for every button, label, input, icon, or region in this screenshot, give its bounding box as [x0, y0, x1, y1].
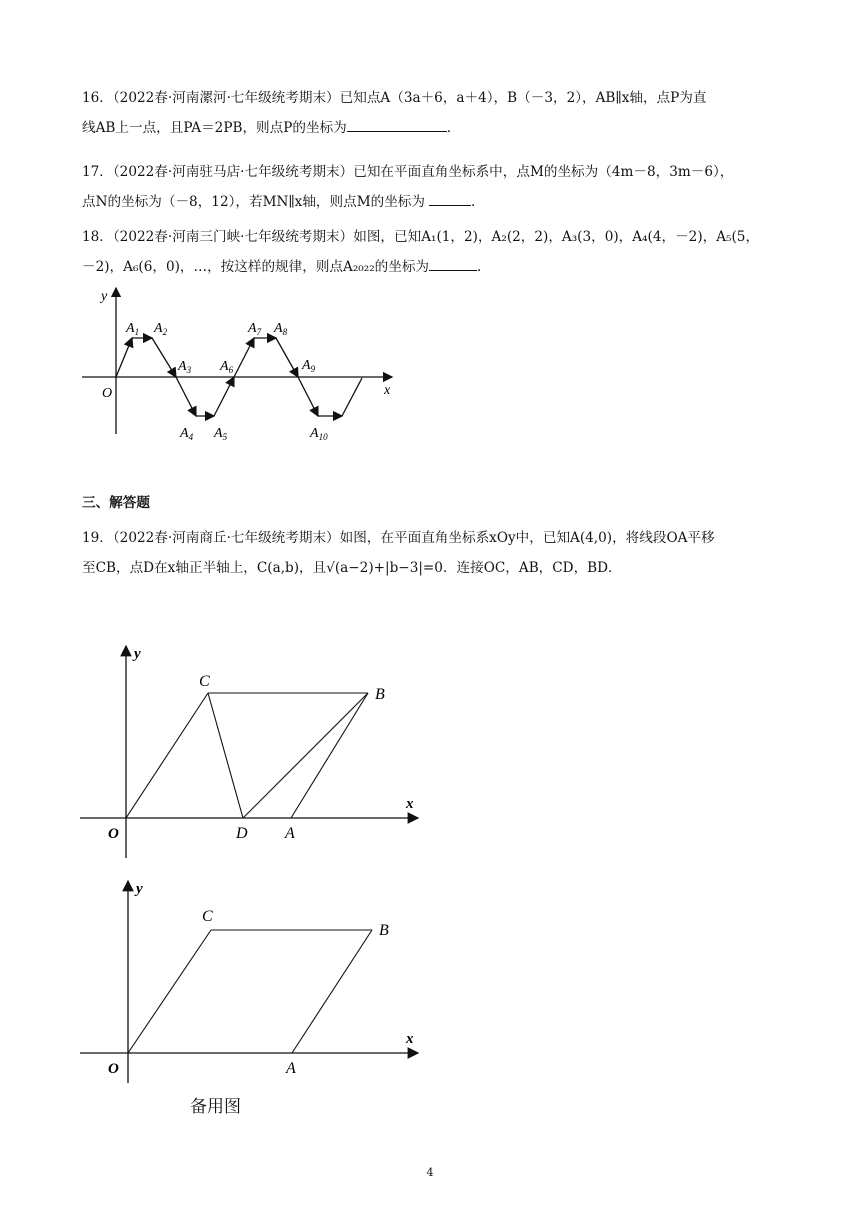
point-c-label: C: [202, 908, 213, 925]
answer-blank: [347, 117, 447, 132]
spare-figure-caption: 备用图: [190, 1097, 241, 1117]
y-axis-label: y: [101, 289, 108, 304]
q16-line2: 线AB上一点，且PA＝2PB，则点P的坐标为 .: [82, 113, 782, 143]
q17-line1: 17．（2022春·河南驻马店·七年级统考期末）已知在平面直角坐标系中，点M的坐标为（4m－8，3m－6），: [82, 164, 734, 180]
y-axis-label: y: [134, 646, 141, 662]
q19-line2: 至CB，点D在x轴正半轴上，C(a,b)，且√(a−2)+|b−3|=0．连接OC，AB，CD，BD．: [82, 560, 622, 576]
label-a6: $A_6$: [220, 359, 234, 375]
label-a4: $A_4$: [180, 426, 194, 442]
q18-line1: 18．（2022春·河南三门峡·七年级统考期末）如图，已知A₁(1，2)，A₂(2，2)，A₃(3，0)，A₄(4，－2)，A₅(5，: [82, 229, 760, 245]
label-a7: $A_7$: [248, 321, 262, 337]
y-axis-label: y: [136, 881, 143, 897]
label-a2: $A_2$: [154, 321, 168, 337]
point-a-label: A: [286, 1060, 296, 1077]
question-17: [82, 157, 782, 217]
question-19: [82, 523, 782, 583]
point-c-label: C: [199, 673, 210, 690]
answer-blank: [429, 191, 471, 206]
point-b-label: B: [375, 686, 385, 703]
label-a5: $A_5$: [214, 426, 228, 442]
point-d-label: D: [236, 825, 248, 842]
point-b-label: B: [379, 922, 389, 939]
origin-label: O: [102, 386, 113, 401]
point-a-label: A: [285, 825, 295, 842]
q19-line1: 19．（2022春·河南商丘·七年级统考期末）如图，在平面直角坐标系xOy中，已知A(4,0)，将线段OA平移: [82, 530, 715, 546]
q16-line1: 16．（2022春·河南漯河·七年级统考期末）已知点A（3a＋6，a＋4），B（－3，2），AB∥x轴，点P为直: [82, 90, 707, 106]
label-a3: $A_3$: [178, 359, 192, 375]
x-axis-label: x: [384, 383, 391, 398]
label-a9: $A_9$: [302, 358, 316, 374]
question-18: [82, 222, 782, 282]
section-heading: 三、解答题: [82, 495, 150, 511]
answer-blank: [429, 256, 477, 271]
q19-figure-spare: [78, 875, 428, 1085]
q18-line2: －2)，A₆(6，0)，…，按这样的规律，则点A₂₀₂₂的坐标为 .: [82, 252, 782, 282]
label-a8: $A_8$: [274, 321, 288, 337]
origin-label: O: [108, 826, 119, 842]
q17-line2: 点N的坐标为（－8，12），若MN∥x轴，则点M的坐标为 .: [82, 187, 782, 217]
x-axis-label: x: [406, 1031, 414, 1047]
label-a1: $A_1$: [126, 321, 140, 337]
label-a10: $A_{10}$: [310, 426, 328, 442]
origin-label: O: [108, 1061, 119, 1077]
x-axis-label: x: [406, 796, 414, 812]
question-16: [82, 83, 782, 143]
q18-zigzag-figure: [80, 282, 410, 442]
q19-figure-main: [78, 640, 428, 860]
page-number: 4: [426, 1166, 434, 1179]
